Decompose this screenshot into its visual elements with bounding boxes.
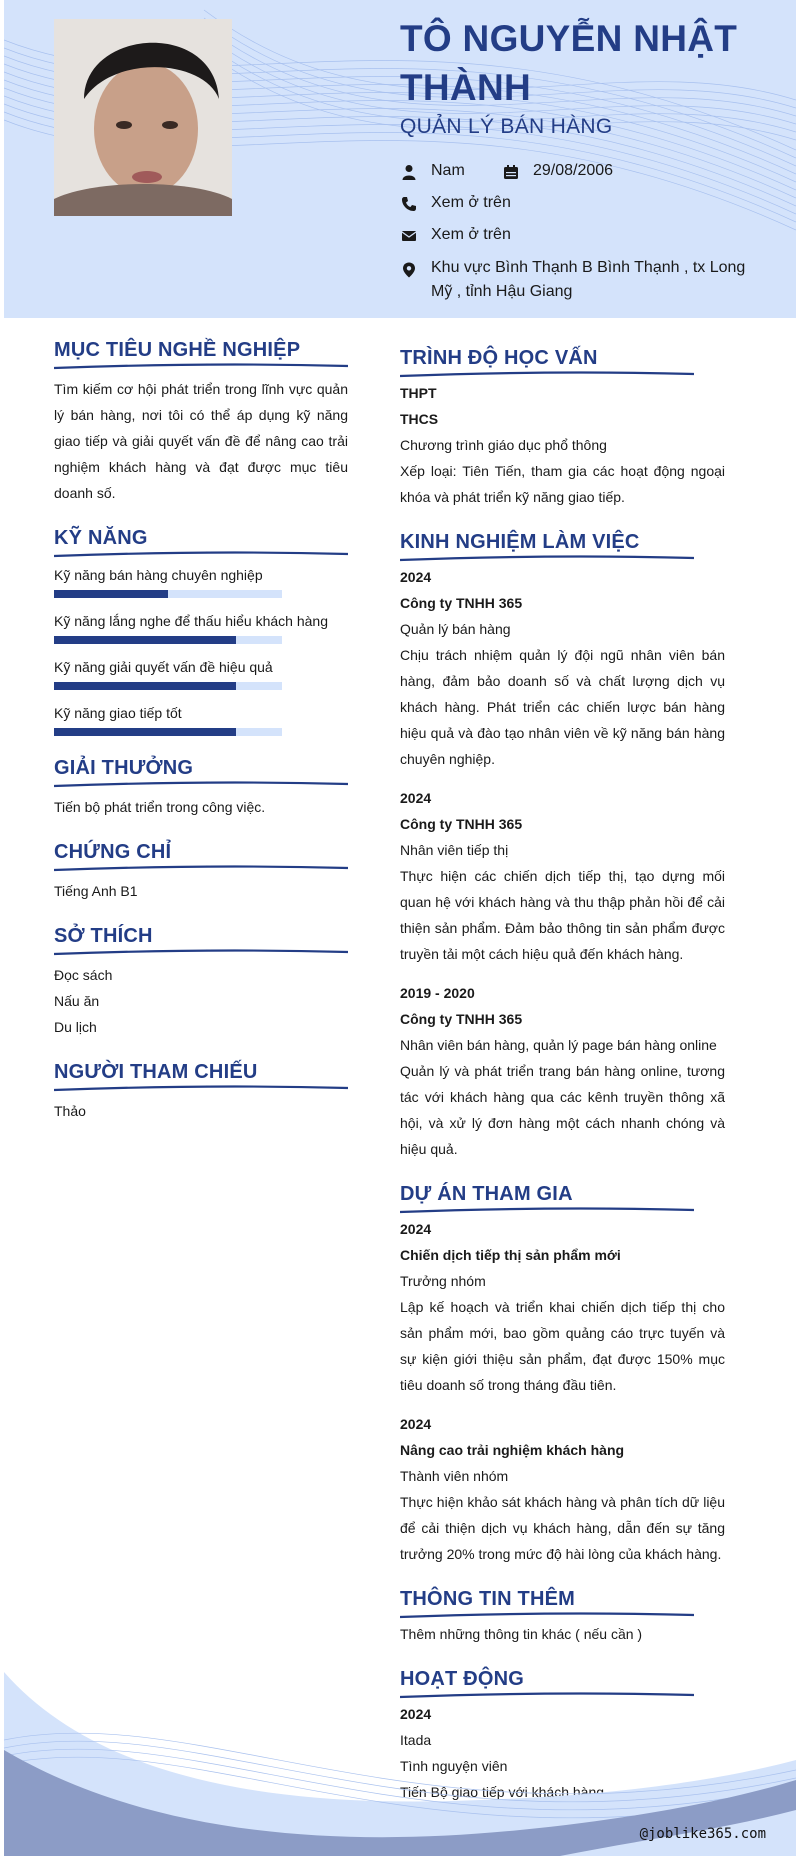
experience-description: Chịu trách nhiệm quản lý đội ngũ nhân viên bán hàng, đảm bảo doanh số và chất lượng dịch vụ khách hàng. Phát triển các chiến lược bán hàng hiệu quả và đào tạo nhân viên về kỹ năng bán hàng chuyên nghiệp. [400,647,725,767]
section-title-awards: GIẢI THƯỞNG [54,757,194,779]
skill-level-fill [54,636,236,644]
skill-level-fill [54,728,236,736]
phone-row [400,194,511,213]
career-objective-text: Tìm kiếm cơ hội phát triển trong lĩnh vực quản lý bán hàng, nơi tôi có thể áp dụng kỹ năng giao tiếp và giải quyết vấn đề để nâng cao trải nghiệm khách hàng và đạt được mục tiêu doanh số. [54,381,348,501]
birthdate-row [502,162,613,181]
reference-item: Thảo [54,1103,86,1119]
activity-description: Tiến Bộ giao tiếp với khách hàng [400,1784,605,1800]
job-title: QUẢN LÝ BÁN HÀNG [400,115,613,138]
certificates-section [54,840,348,904]
activity-period: 2024 [400,1706,432,1722]
title-underline [400,370,694,380]
gender-row [400,162,465,181]
title-underline [400,554,694,564]
hobby-item: Đọc sách [54,967,113,983]
experience-role: Nhân viên tiếp thị [400,842,509,858]
skills-section [54,526,348,736]
project-description: Lập kế hoạch và triển khai chiến dịch tiếp thị cho sản phẩm mới, bao gồm quảng cáo trực tuyến và sự kiện giới thiệu sản phẩm, đạt được 150% mục tiêu doanh số trong tháng đầu tiên. [400,1299,725,1393]
section-title-certificates: CHỨNG CHỈ [54,841,172,863]
experience-period: 2024 [400,569,432,585]
skill-level-bar [54,728,282,736]
watermark: @joblike365.com [639,1826,766,1842]
section-title-experience: KINH NGHIỆM LÀM VIỆC [400,531,640,553]
career-objective-section [54,338,348,506]
experience-entry [400,785,725,967]
education-program: Chương trình giáo dục phổ thông [400,437,607,453]
experience-description: Quản lý và phát triển trang bán hàng online, tương tác với khách hàng qua các kênh truyền thông xã hội, và xử lý đơn hàng một cách nhanh chóng và hiệu quả. [400,1063,725,1157]
experience-entry [400,564,725,772]
project-entry [400,1216,725,1398]
project-name: Nâng cao trải nghiệm khách hàng [400,1442,625,1458]
phone-icon [400,195,418,213]
title-underline [400,1611,694,1621]
title-underline [54,1084,348,1094]
candidate-name: TÔ NGUYỄN NHẬT THÀNH [400,18,738,108]
skill-level-bar [54,636,282,644]
right-column [400,346,725,1805]
section-title-activities: HOẠT ĐỘNG [400,1668,525,1690]
education-level-1: THPT [400,385,437,401]
envelope-icon [400,227,418,245]
section-title-education: TRÌNH ĐỘ HỌC VẤN [400,347,598,369]
title-underline [54,362,348,372]
gender-value: Nam [431,162,465,179]
skill-label: Kỹ năng giao tiếp tốt [54,705,182,721]
education-section [400,346,725,510]
phone-value: Xem ở trên [431,194,511,211]
calendar-icon [502,163,520,181]
project-role: Thành viên nhóm [400,1468,509,1484]
skill-level-fill [54,682,236,690]
certificate-item: Tiếng Anh B1 [54,883,138,899]
project-period: 2024 [400,1221,432,1237]
skill-level-fill [54,590,168,598]
experience-description: Thực hiện các chiến dịch tiếp thị, tạo dựng mối quan hệ với khách hàng và thu thập phản hồi để cải thiện sản phẩm. Đảm bảo thông tin sản phẩm được truyền tải một cách hiệu quả đến khách hàng. [400,868,725,962]
profile-photo [54,19,232,216]
skill-label: Kỹ năng lắng nghe để thấu hiểu khách hàng [54,613,329,629]
skill-item [54,658,348,690]
title-underline [54,780,348,790]
experience-role: Nhân viên bán hàng, quản lý page bán hàng online [400,1037,717,1053]
skill-level-bar [54,590,282,598]
skill-label: Kỹ năng bán hàng chuyên nghiệp [54,567,263,583]
additional-info-text: Thêm những thông tin khác ( nếu cần ) [400,1626,643,1642]
section-title-skills: KỸ NĂNG [54,527,148,549]
section-title-projects: DỰ ÁN THAM GIA [400,1183,573,1205]
section-title-hobbies: SỞ THÍCH [54,925,153,947]
activity-organization: Itada [400,1732,432,1748]
references-section [54,1060,348,1124]
education-level-2: THCS [400,411,439,427]
project-name: Chiến dịch tiếp thị sản phẩm mới [400,1247,621,1263]
user-icon [400,163,418,181]
title-underline [54,948,348,958]
section-title-additional-info: THÔNG TIN THÊM [400,1588,576,1610]
address-value: Khu vực Bình Thạnh B Bình Thạnh , tx Long Mỹ , tỉnh Hậu Giang [431,259,746,300]
hobby-item: Nấu ăn [54,993,100,1009]
skill-level-bar [54,682,282,690]
hobbies-section [54,924,348,1040]
experience-company: Công ty TNHH 365 [400,816,523,832]
map-pin-icon [400,261,418,279]
education-rating: Xếp loại: Tiên Tiến, tham gia các hoạt động ngoại khóa và phát triển kỹ năng giao tiếp. [400,463,725,505]
skill-item [54,704,348,736]
experience-section [400,530,725,1162]
experience-period: 2019 - 2020 [400,985,475,1001]
activity-role: Tình nguyện viên [400,1758,508,1774]
project-period: 2024 [400,1416,432,1432]
projects-section [400,1182,725,1567]
title-underline [400,1206,694,1216]
project-entry [400,1411,725,1567]
project-role: Trưởng nhóm [400,1273,486,1289]
skill-label: Kỹ năng giải quyết vấn đề hiệu quả [54,659,273,675]
hobby-item: Du lịch [54,1019,97,1035]
experience-company: Công ty TNHH 365 [400,595,523,611]
skill-item [54,612,348,644]
title-underline [54,550,348,560]
birthdate-value: 29/08/2006 [533,162,614,179]
address-row [400,258,770,304]
project-description: Thực hiện khảo sát khách hàng và phân tích dữ liệu để cải thiện dịch vụ khách hàng, dẫn đến sự tăng trưởng 20% trong mức độ hài lòng của khách hàng. [400,1494,725,1562]
additional-info-section [400,1587,725,1647]
section-title-career-objective: MỤC TIÊU NGHỀ NGHIỆP [54,339,301,361]
email-value: Xem ở trên [431,226,511,243]
experience-role: Quản lý bán hàng [400,621,511,637]
award-item: Tiến bộ phát triển trong công việc. [54,799,266,815]
experience-company: Công ty TNHH 365 [400,1011,523,1027]
awards-section [54,756,348,820]
left-column [54,338,348,1124]
experience-period: 2024 [400,790,432,806]
experience-entry [400,980,725,1162]
title-underline [54,864,348,874]
skill-item [54,566,348,598]
skills-list [54,566,348,736]
section-title-references: NGƯỜI THAM CHIẾU [54,1061,258,1083]
email-row [400,226,511,245]
